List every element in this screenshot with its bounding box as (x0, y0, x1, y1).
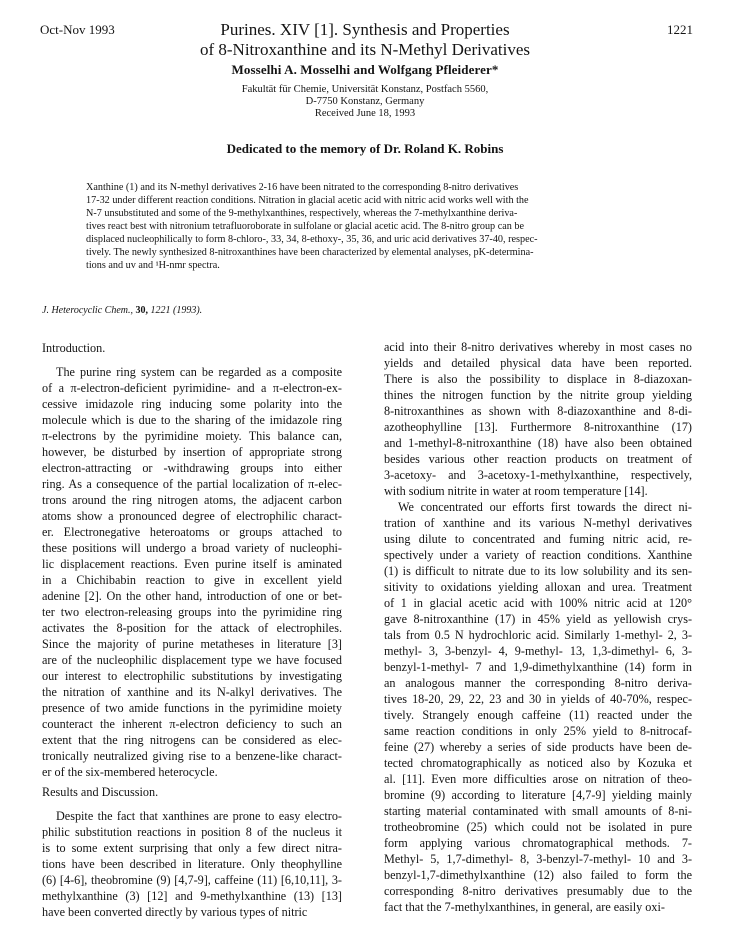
text-line: tively. Strangely enough caffeine (11) reacted under the (384, 708, 692, 722)
text-line: corresponding 8-nitro derivatives presumably due to the (384, 884, 692, 898)
text-line: counteract the inherent π-electron deficiency to such an (42, 717, 342, 731)
text-line: ter two electron-releasing groups into the pyrimidine ring (42, 605, 342, 619)
abstract-line: N-7 unsubstituted and some of the 9-methylxanthines, respectively, whereas the 7-methylxanthine deriva- (86, 208, 518, 219)
dedication: Dedicated to the memory of Dr. Roland K. Robins (226, 141, 504, 156)
text-line: feine (27) whereby a series of side products have been de- (384, 740, 692, 754)
text-line: benzyl-1-methyl- 7 and 1,9-dimethylxanthine (14) form in (384, 660, 692, 674)
section-heading-introduction: Introduction. (42, 341, 106, 355)
text-line: 3-acetoxy- and 3-acetoxy-1-methylxanthine, respectively, (384, 468, 692, 482)
text-line: benzyl-1,7-dimethylxanthine (12) also failed to form the (384, 868, 692, 882)
text-line: Methyl- 5, 1,7-dimethyl- 8, 3-benzyl-7-methyl- 10 and 3- (384, 852, 692, 866)
text-line: and 1-methyl-8-nitroxanthine (18) have also been obtained (384, 436, 692, 450)
abstract-line: 17-32 under different reaction conditions. Nitration in glacial acetic acid with nitric acid works well with the (86, 195, 529, 206)
text-line: bromine (9) according to literature [4,7-9] yielding mainly (384, 788, 692, 802)
right-column (384, 339, 692, 915)
text-line: azotheophylline [13]. Furthermore 8-nitroxanthine (17) (384, 420, 692, 434)
text-line: (6) [4-6], theobromine (9) [4,7-9], caffeine (11) [6,10,11], 3- (42, 873, 342, 887)
text-line: 8-nitroxanthines as shown with 8-diazoxanthine and 8-di- (384, 404, 692, 418)
affiliation-line-2: D-7750 Konstanz, Germany (305, 96, 425, 107)
citation-volume: 30, (135, 305, 148, 316)
section-heading-results: Results and Discussion. (42, 785, 159, 799)
text-line: an analogous manner the corresponding 8-nitro deriva- (384, 676, 692, 690)
text-line: presence of two amide functions in the pyrimidine moiety (42, 701, 342, 715)
page-number: 1221 (667, 22, 693, 37)
text-line: besides various other reaction products on treatment of (384, 452, 692, 466)
results-paragraph-continued (384, 339, 692, 499)
text-line: with sodium nitrite in water at room temperature [14]. (384, 484, 648, 498)
introduction-paragraph (42, 364, 342, 780)
text-line: are of the nucleophilic displacement type we have focused (42, 653, 342, 667)
nitration-paragraph (384, 499, 692, 915)
text-line: tronically neutralized giving rise to a benzene-like charact- (42, 749, 342, 763)
text-line: fact that the 7-methylxanthines, in general, are easily oxi- (384, 900, 665, 914)
text-line: thines the nitrogen function by the nitrite group yielding (384, 388, 692, 402)
article-title-line-1: Purines. XIV [1]. Synthesis and Properties (220, 20, 510, 39)
text-line: electron-attracting or -withdrawing groups into either (42, 461, 342, 475)
text-line: activates the 8-position for the attack of electrophiles. (42, 621, 342, 635)
text-line: yields and detailed physical data have been reported. (384, 356, 692, 370)
text-line: tives 18-20, 29, 22, 23 and 30 in yields of 40-70%, respec- (384, 692, 692, 706)
journal-citation (42, 305, 202, 316)
text-line: the nitration of xanthine and its N-alkyl derivatives. The (42, 685, 342, 699)
text-line: form applying various chromatographical methods. 7- (384, 836, 692, 850)
text-line: There is also the possibility to displace in 8-diazoxan- (384, 372, 692, 386)
text-line: in a Chichibabin reaction to give in excellent yield (42, 573, 342, 587)
text-line: of 1 in glacial acetic acid with 100% nitric acid at 120° (384, 596, 692, 610)
text-line: tions have been described in literature. Only theophylline (42, 857, 342, 871)
running-header-date: Oct-Nov 1993 (40, 22, 115, 37)
text-line: philic substitution reactions in position 8 of the nucleus it (42, 825, 342, 839)
text-line: tration of xanthine and its various N-methyl derivatives (384, 516, 692, 530)
text-line: adenine [2]. On the other hand, introduction of one or bet- (42, 589, 342, 603)
received-date: Received June 18, 1993 (314, 108, 416, 119)
abstract-line: tively. The newly synthesized 8-nitroxanthines have been characterized by elemental analyses, pK-determina- (86, 247, 534, 258)
affiliation-line-1: Fakultät für Chemie, Universität Konstanz, Postfach 5560, (241, 84, 489, 95)
text-line: tals from 0.5 N hydrochloric acid. Similarly 1-methyl- 2, 3- (384, 628, 692, 642)
text-line: spectively under a variety of reaction conditions. Xanthine (384, 548, 692, 562)
text-line: our interest to electrophilic substitutions by investigating (42, 669, 342, 683)
text-line: using dilute to concentrated and fuming nitric acid, re- (384, 532, 692, 546)
text-line: extent that the ring nitrogens can be considered as elec- (42, 733, 342, 747)
text-line: acid into their 8-nitro derivatives whereby in most cases no (384, 340, 692, 354)
text-line: trons around the ring nitrogen atoms, the adjacent carbon (42, 493, 342, 507)
citation-pages: 1221 (1993). (150, 305, 203, 316)
text-line: of a π-electron-deficient pyrimidine- and a π-electron-ex- (42, 381, 342, 395)
text-line: (1) is difficult to nitrate due to its low solubility and its sen- (384, 564, 692, 578)
text-line: trotheobromine (25) which could not be isolated in pure (384, 820, 692, 834)
citation-journal: J. Heterocyclic Chem., (42, 305, 133, 316)
text-line: tected chromatographically as noticed also by Kozuka et (384, 756, 692, 770)
text-line: methyl- 3, 3-benzyl- 4, 9-methyl- 13, 1,3-dimethyl- 6, 3- (384, 644, 692, 658)
abstract-line: tions and uv and ¹H-nmr spectra. (86, 260, 220, 271)
text-line: atoms show a pronounced degree of electrophilic charact- (42, 509, 342, 523)
text-line: cessive imidazole ring inducing some polarity into the (42, 397, 342, 411)
text-line: methylxanthine (3) [12] and 9-methylxanthine (13) [13] (42, 889, 342, 903)
text-line: gave 8-nitroxanthine (17) in 45% yield as yellowish crys- (384, 612, 692, 626)
text-line: ring. As a consequence of the partial localization of π-elec- (42, 477, 342, 491)
text-line: have been converted directly by various types of nitric (42, 905, 308, 919)
text-line: however, be disturbed by insertion of appropriate strong (42, 445, 342, 459)
text-line: sitivity to oxidations yielding alloxan and urea. Treatment (384, 580, 692, 594)
text-line: same reaction conditions in only 25% yield to 8-nitrocaf- (384, 724, 692, 738)
text-line: The purine ring system can be regarded as a composite (56, 365, 342, 379)
text-line: er. Electronegative heteroatoms or groups attached to (42, 525, 342, 539)
article-title-line-2: of 8-Nitroxanthine and its N-Methyl Derivatives (199, 40, 530, 59)
text-line: these positions will undergo a broad variety of nucleophi- (42, 541, 342, 555)
text-line: starting material contaminated with small amounts of 8-ni- (384, 804, 692, 818)
text-line: lic displacement reactions. Even purine itself is aminated (42, 557, 342, 571)
text-line: is to some extent surprising that only a few direct nitra- (42, 841, 342, 855)
abstract (86, 181, 646, 272)
text-line: π-electrons by the pyrimidine moiety. This balance can, (42, 429, 342, 443)
abstract-line: Xanthine (1) and its N-methyl derivatives 2-16 have been nitrated to the corresponding 8-nitro derivatives (86, 182, 519, 193)
text-line: molecule which is due to the sharing of the imidazole ring (42, 413, 342, 427)
author-list: Mosselhi A. Mosselhi and Wolfgang Pfleiderer* (231, 62, 499, 77)
text-line: al. [11]. Even more difficulties arose on nitration of theo- (384, 772, 692, 786)
abstract-line: displaced nucleophilically to form 8-chloro-, 33, 34, 8-ethoxy-, 35, 36, and uric acid derivatives 37-40, respec- (86, 234, 538, 245)
text-line: Despite the fact that xanthines are prone to easy electro- (56, 809, 342, 823)
abstract-line: tives react best with nitronium tetrafluoroborate in sulfolane or glacial acetic acid. The 8-nitro group can be (86, 221, 524, 232)
text-line: We concentrated our efforts first towards the direct ni- (398, 500, 692, 514)
text-line: er of the six-membered heterocycle. (42, 765, 218, 779)
left-column (42, 340, 342, 920)
text-line: Since the majority of purine metatheses in literature [3] (42, 637, 342, 651)
results-paragraph (42, 808, 342, 920)
